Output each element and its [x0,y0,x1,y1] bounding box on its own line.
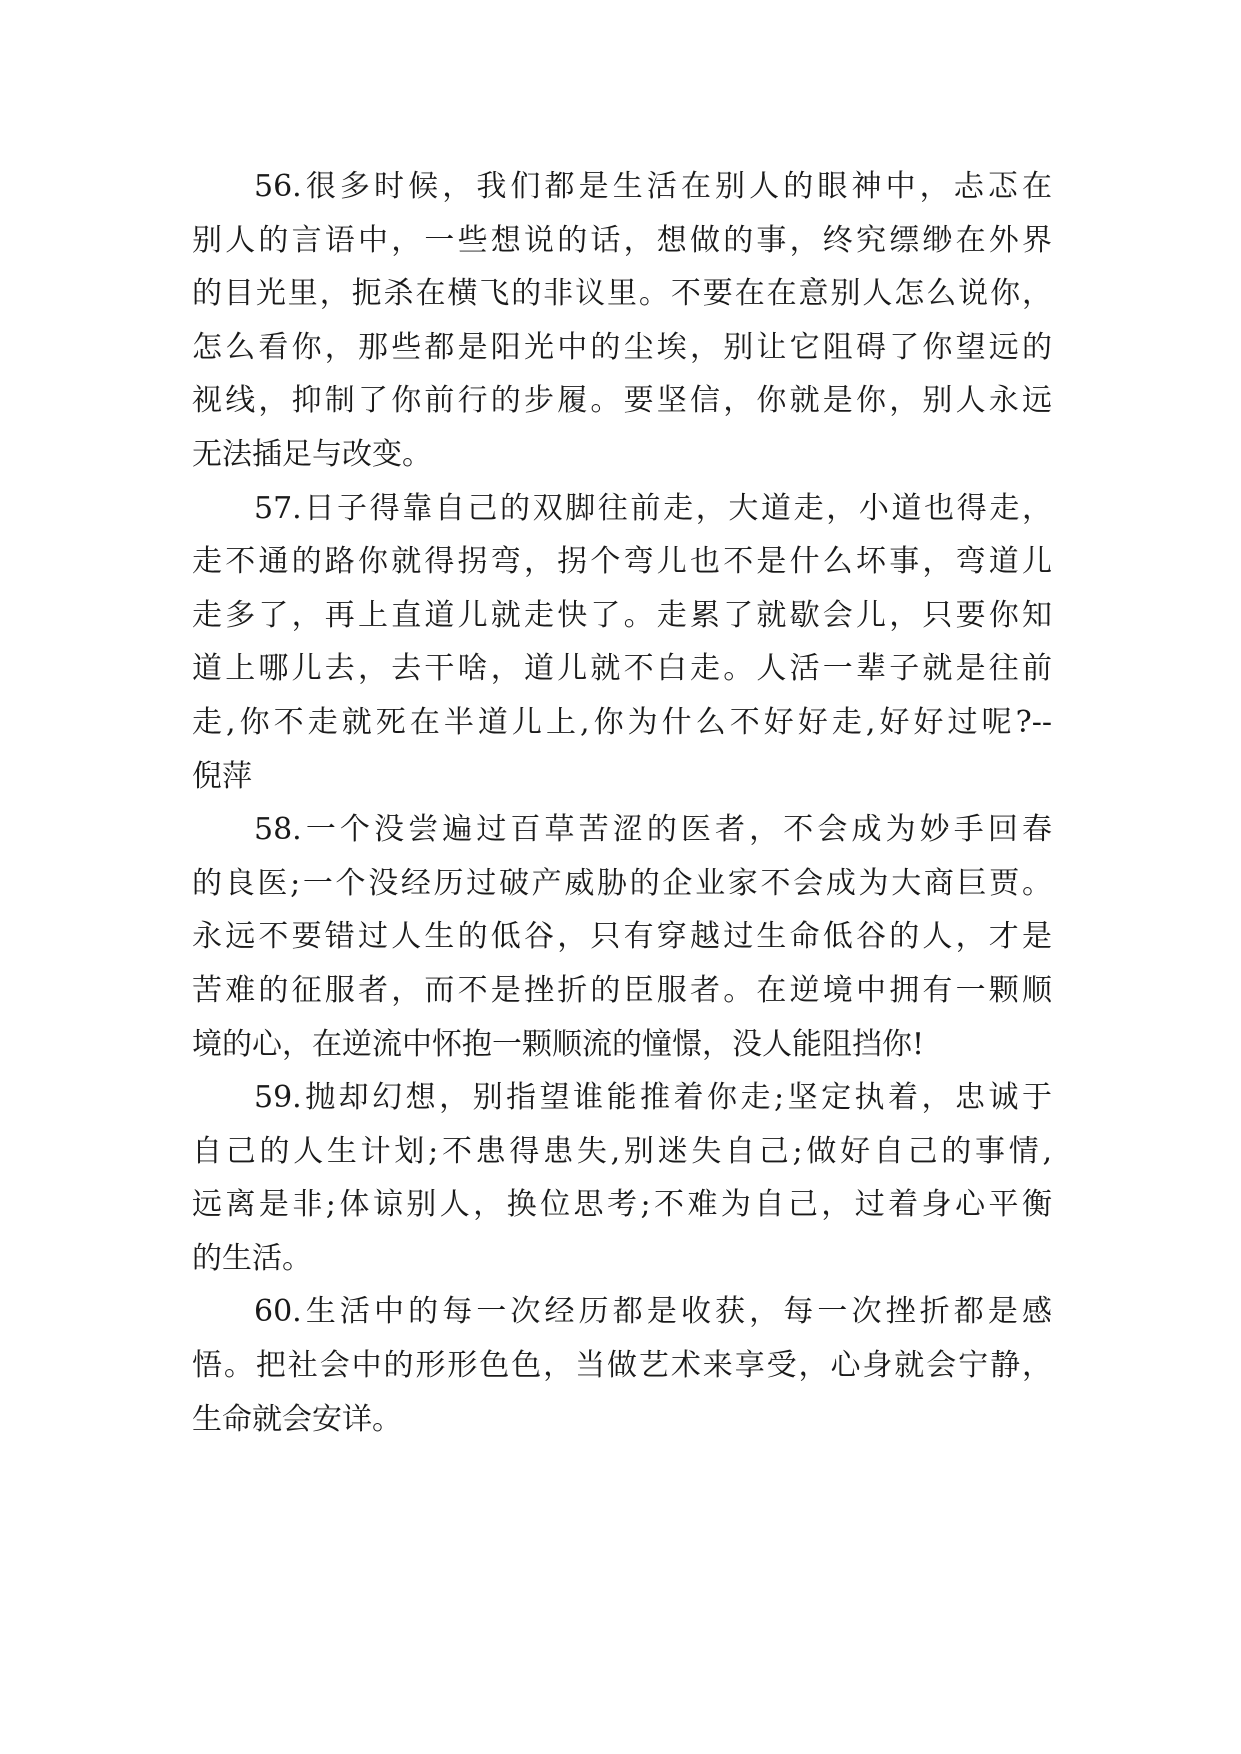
text-line: 走多了，再上直道儿就走快了。走累了就歇会儿，只要你知 [192,597,1052,633]
text-line: 58.一个没尝遍过百草苦涩的医者，不会成为妙手回春 [254,812,1052,848]
text-line: 的生活。 [192,1240,312,1276]
text-line: 视线，抑制了你前行的步履。要坚信，你就是你，别人永远 [192,383,1052,419]
text-line: 的良医;一个没经历过破产威胁的企业家不会成为大商巨贾。 [192,865,1052,901]
text-line: 生命就会安详。 [192,1401,402,1437]
text-line: 自己的人生计划;不患得患失,别迷失自己;做好自己的事情, [192,1133,1052,1169]
paragraph-60 [192,1285,1052,1446]
text-line: 56.很多时候，我们都是生活在别人的眼神中，忐忑在 [254,169,1052,204]
text-line: 悟。把社会中的形形色色，当做艺术来享受，心身就会宁静， [192,1348,1052,1384]
text-line: 的目光里，扼杀在横飞的非议里。不要在在意别人怎么说你， [192,276,1052,312]
paragraph-58 [192,803,1052,1071]
paragraph-56 [192,160,1052,482]
text-line: 无法插足与改变。 [192,436,432,472]
text-line: 别人的言语中，一些想说的话，想做的事，终究缥缈在外界 [192,222,1052,258]
document-body [192,160,1052,1446]
text-line: 59.抛却幻想，别指望谁能推着你走;坚定执着，忠诚于 [254,1080,1052,1116]
text-line: 怎么看你，那些都是阳光中的尘埃，别让它阻碍了你望远的 [192,329,1052,365]
text-line: 苦难的征服者，而不是挫折的臣服者。在逆境中拥有一颗顺 [192,972,1052,1008]
text-line: 永远不要错过人生的低谷，只有穿越过生命低谷的人，才是 [192,919,1052,955]
text-line: 倪萍 [192,758,252,794]
text-line: 道上哪儿去，去干啥，道儿就不白走。人活一辈子就是往前 [192,651,1052,687]
text-line: 境的心，在逆流中怀抱一颗顺流的憧憬，没人能阻挡你! [192,1026,925,1062]
paragraph-57 [192,482,1052,804]
text-line: 57.日子得靠自己的双脚往前走，大道走，小道也得走， [254,490,1052,526]
text-line: 远离是非;体谅别人，换位思考;不难为自己，过着身心平衡 [192,1187,1052,1223]
paragraph-59 [192,1071,1052,1285]
text-line: 60.生活中的每一次经历都是收获，每一次挫折都是感 [254,1294,1052,1330]
text-line: 走不通的路你就得拐弯，拐个弯儿也不是什么坏事，弯道儿 [192,544,1052,580]
text-line: 走,你不走就死在半道儿上,你为什么不好好走,好好过呢?-- [192,704,1052,740]
